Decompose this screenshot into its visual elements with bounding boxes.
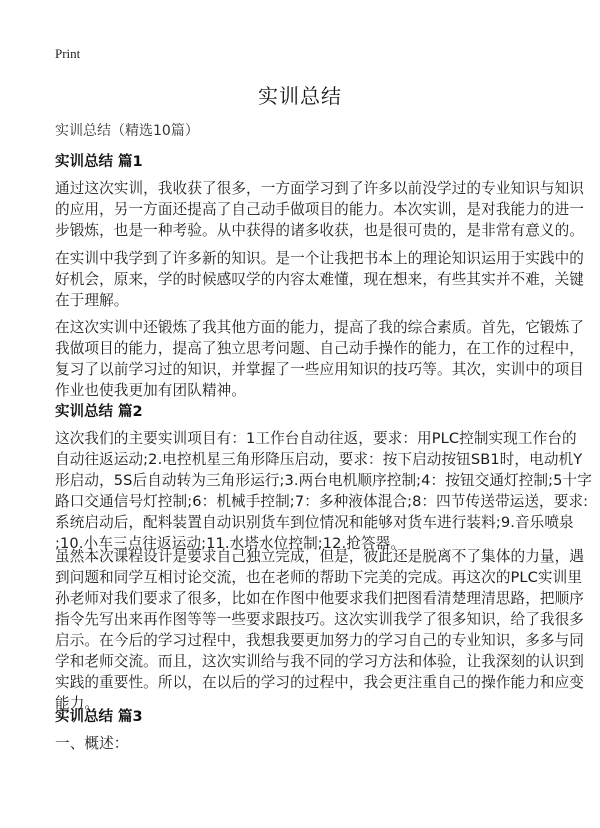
text-line: 通过这次实训，我收获了很多，一方面学习到了许多以前没学过的专业知识与知识 <box>55 180 584 197</box>
document-title: 实训总结 <box>258 84 342 108</box>
text-line: 在实训中我学到了许多新的知识。是一个让我把书本上的理论知识运用于实践中的 <box>55 250 584 267</box>
text-line: 一、概述： <box>55 735 129 752</box>
text-line: 我做项目的能力，提高了独立思考问题、自己动手操作的能力，在工作的过程中， <box>55 340 584 357</box>
text-line: 复习了以前学习过的知识，并掌握了一些应用知识的技巧等。其次，实训中的项目 <box>55 361 584 378</box>
text-line: 系统启动后，配料装置自动识别货车到位情况和能够对货车进行装料;9.音乐喷泉 <box>55 514 574 531</box>
paragraph <box>55 248 584 311</box>
text-line: 在于理解。 <box>55 292 129 309</box>
paragraph <box>55 178 584 241</box>
text-line: 自动往返运动;2.电控机星三角形降压启动，要求：按下启动按钮SB1时，电动机Y <box>55 451 583 468</box>
text-line: 学和老师交流。而且，这次实训给与我不同的学习方法和体验，让我深刻的认识到 <box>55 653 584 670</box>
text-line: 启示。在今后的学习过程中，我想我要更加努力的学习自己的专业知识，多多与同 <box>55 632 584 649</box>
text-line: 步锻炼，也是一种考验。从中获得的诸多收获，也是很可贵的，是非常有意义的。 <box>55 222 584 239</box>
document-subtitle: 实训总结（精选10篇） <box>55 123 199 139</box>
text-line: 这次我们的主要实训项目有：1工作台自动往返，要求：用PLC控制实现工作台的 <box>55 430 577 447</box>
section-heading-2: 实训总结 篇2 <box>55 404 143 420</box>
text-line: 好机会，原来，学的时候感叹学的内容太难懂，现在想来，有些其实并不难，关键 <box>55 271 584 288</box>
paragraph <box>55 733 547 754</box>
text-line: 指令先写出来再作图等等一些要求跟技巧。这次实训我学了很多知识，给了我很多 <box>55 611 584 628</box>
paragraph <box>55 546 584 714</box>
text-line: 形启动，5S后自动转为三角形运行;3.两台电机顺序控制;4：按钮交通灯控制;5十字 <box>55 472 592 489</box>
print-label[interactable]: Print <box>55 46 81 61</box>
text-line: ;10.小车三点往返运动;11.水塔水位控制;12.抢答器。 <box>55 535 406 552</box>
text-line: 到问题和同学互相讨论交流，也在老师的帮助下完美的完成。再这次的PLC实训里 <box>55 569 583 586</box>
text-line: 实践的重要性。所以，在以后的学习的过程中，我会更注重自己的操作能力和应变 <box>55 674 584 691</box>
text-line: 孙老师对我们要求了很多，比如在作图中他要求我们把图看清楚理清思路，把顺序 <box>55 590 584 607</box>
text-line: 作业也使我更加有团队精神。 <box>55 382 247 399</box>
text-line: 虽然本次课程设计是要求自己独立完成，但是，彼此还是脱离不了集体的力量，遇 <box>55 548 584 565</box>
section-heading-3: 实训总结 篇3 <box>55 709 143 725</box>
paragraph <box>55 317 584 401</box>
text-line: 的应用，另一方面还提高了自己动手做项目的能力。本次实训，是对我能力的进一 <box>55 201 584 218</box>
text-line: 路口交通信号灯控制;6：机械手控制;7：多种液体混合;8：四节传送带运送，要求: <box>55 493 589 510</box>
text-line: 在这次实训中还锻炼了我其他方面的能力，提高了我的综合素质。首先，它锻炼了 <box>55 319 584 336</box>
paragraph <box>55 428 592 554</box>
section-heading-1: 实训总结 篇1 <box>55 154 143 170</box>
text-line: 能力。 <box>55 695 100 712</box>
